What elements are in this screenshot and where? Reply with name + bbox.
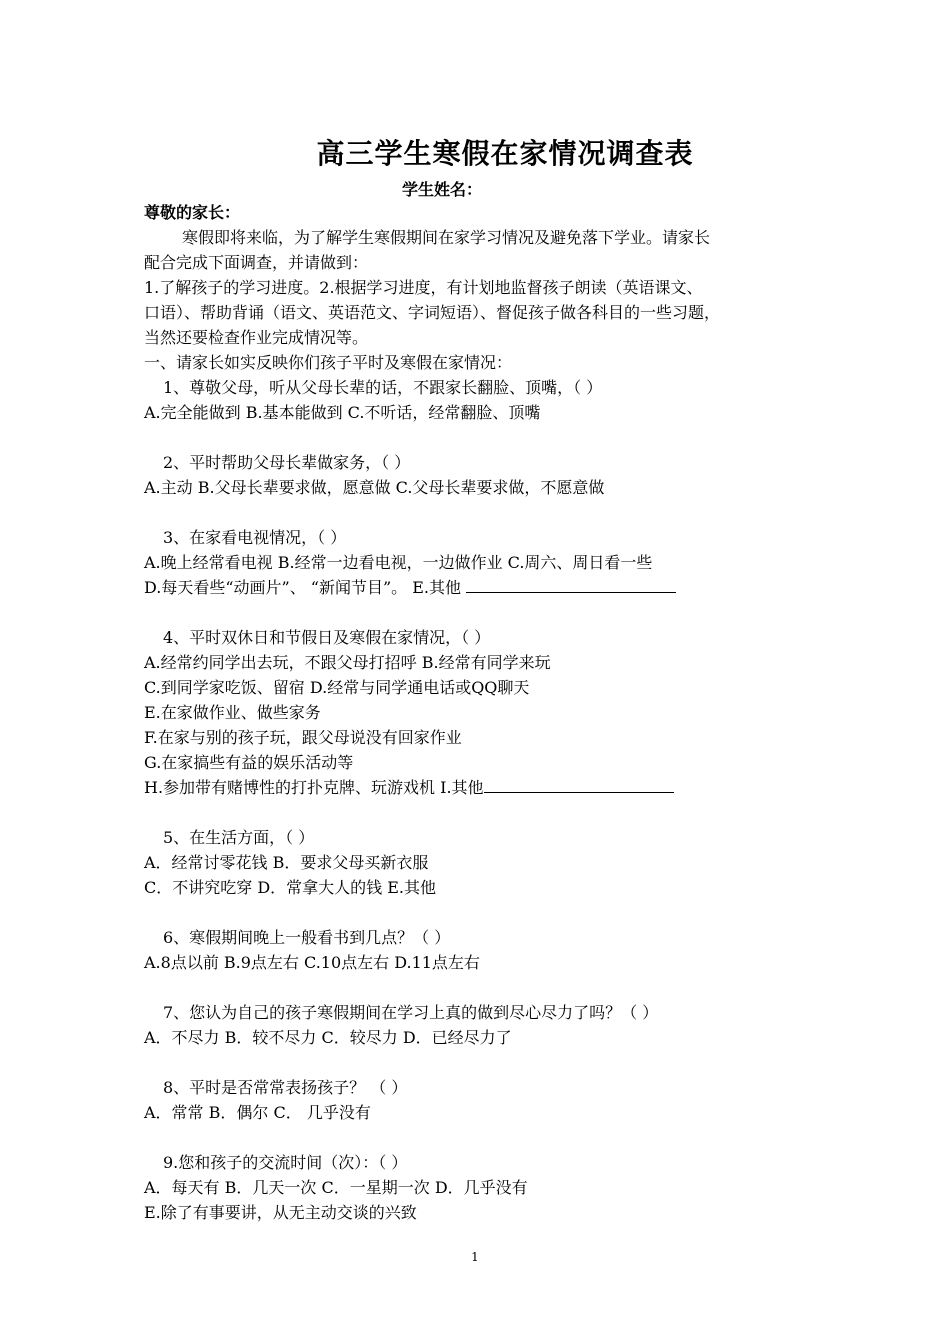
intro-line: 当然还要检查作业完成情况等。 (144, 328, 369, 347)
section-heading: 一、请家长如实反映你们孩子平时及寒假在家情况： (144, 353, 513, 372)
question-4-options-last (144, 775, 824, 800)
question-5: 5、在生活方面，（ ） (163, 828, 315, 847)
question-6-options: A.8点以前 B.9点左右 C.10点左右 D.11点左右 (144, 953, 480, 972)
question-9: 9.您和孩子的交流时间（次）：（ ） (163, 1153, 408, 1172)
question-9-options: E.除了有事要讲，从无主动交谈的兴致 (144, 1203, 417, 1222)
question-8: 8、平时是否常常表扬孩子？ （ ） (163, 1078, 408, 1097)
page-number: 1 (471, 1250, 479, 1264)
question-2-options: A.主动 B.父母长辈要求做，愿意做 C.父母长辈要求做，不愿意做 (144, 478, 605, 497)
intro-line: 1.了解孩子的学习进度。2.根据学习进度，有计划地监督孩子朗读（英语课文、 (144, 278, 703, 297)
question-6: 6、寒假期间晚上一般看书到几点？（ ） (163, 928, 451, 947)
document-body (144, 200, 824, 1225)
question-3-options-text: D.每天看些“动画片”、 “新闻节目”。 E.其他 (144, 578, 467, 597)
question-4-options: G.在家搞些有益的娱乐活动等 (144, 753, 354, 772)
question-3-options: A.晚上经常看电视 B.经常一边看电视，一边做作业 C.周六、周日看一些 (144, 553, 653, 572)
student-name-label: 学生姓名： (402, 180, 483, 199)
question-2: 2、平时帮助父母长辈做家务，（ ） (163, 453, 411, 472)
intro-line: 口语）、帮助背诵（语文、英语范文、字词短语）、督促孩子做各科目的一些习题， (144, 303, 721, 322)
question-3: 3、在家看电视情况，（ ） (163, 528, 347, 547)
question-4-options: F.在家与别的孩子玩，跟父母说没有回家作业 (144, 728, 462, 747)
question-7: 7、您认为自己的孩子寒假期间在学习上真的做到尽心尽力了吗？（ ） (163, 1003, 659, 1022)
greeting: 尊敬的家长： (144, 203, 241, 222)
question-9-options: A．每天有 B．几天一次 C．一星期一次 D．几乎没有 (144, 1178, 528, 1197)
question-5-options: C．不讲究吃穿 D．常拿大人的钱 E.其他 (144, 878, 437, 897)
question-4-options: E.在家做作业、做些家务 (144, 703, 321, 722)
question-8-options: A．常常 B．偶尔 C． 几乎没有 (144, 1103, 371, 1122)
intro-line: 配合完成下面调查，并请做到： (144, 253, 369, 272)
question-4-options: A.经常约同学出去玩，不跟父母打招呼 B.经常有同学来玩 (144, 653, 551, 672)
page-title: 高三学生寒假在家情况调查表 (316, 137, 694, 170)
question-7-options: A．不尽力 B．较不尽力 C．较尽力 D．已经尽力了 (144, 1028, 512, 1047)
question-4: 4、平时双休日和节假日及寒假在家情况，（ ） (163, 628, 491, 647)
question-1-options: A.完全能做到 B.基本能做到 C.不听话，经常翻脸、顶嘴 (144, 403, 541, 422)
answer-blank[interactable] (466, 576, 676, 593)
intro-line: 寒假即将来临，为了解学生寒假期间在家学习情况及避免落下学业。请家长 (182, 228, 711, 247)
question-1: 1、尊敬父母，听从父母长辈的话，不跟家长翻脸、顶嘴，（ ） (163, 378, 603, 397)
question-3-options-row2 (144, 575, 824, 600)
question-4-options-text: H.参加带有赌博性的打扑克牌、玩游戏机 I.其他 (144, 778, 484, 797)
answer-blank[interactable] (484, 776, 674, 793)
question-5-options: A．经常讨零花钱 B．要求父母买新衣服 (144, 853, 429, 872)
question-4-options: C.到同学家吃饭、留宿 D.经常与同学通电话或QQ聊天 (144, 678, 530, 697)
